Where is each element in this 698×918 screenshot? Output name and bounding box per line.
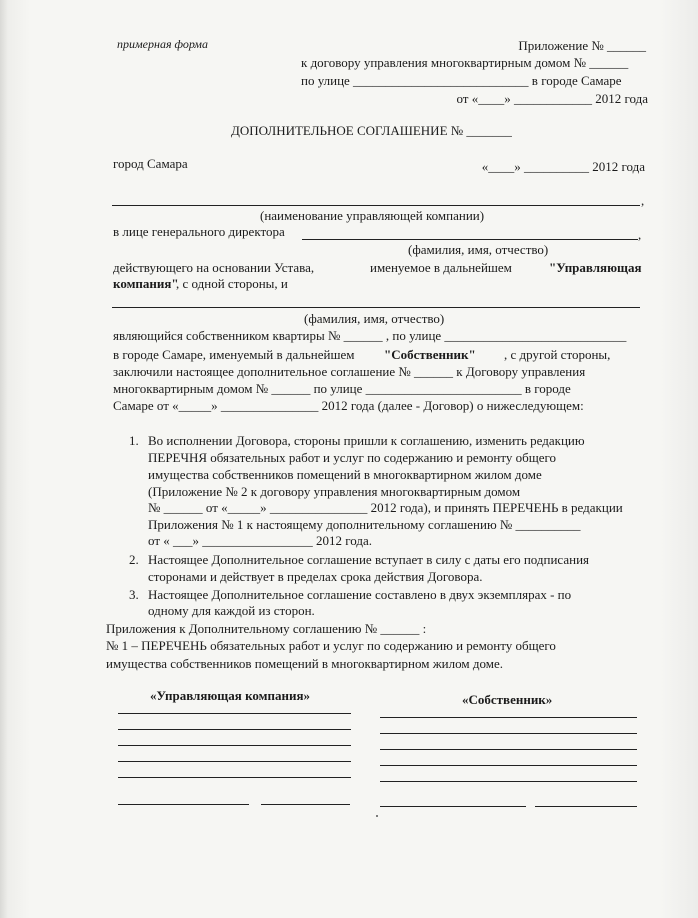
appendix-line-2: имущества собственников помещений в многоквартирном жилом доме. (106, 656, 503, 671)
director-line (302, 239, 638, 240)
director-fio-caption: (фамилия, имя, отчество) (408, 242, 549, 257)
comma: , (638, 227, 642, 242)
owner-line-2c: , с другой стороны, (504, 347, 611, 362)
contract-reference: к договору управления многоквартирным домом № ______ (301, 55, 629, 70)
director-label: в лице генерального директора (113, 224, 285, 239)
item-1-line-4: (Приложение № 2 к договору управления многоквартирным домом (148, 484, 521, 499)
item-3-line-1: Настоящее Дополнительное соглашение составлено в двух экземплярах - по (148, 587, 572, 602)
item-1-line-7: от « ___» _________________ 2012 года. (148, 533, 373, 548)
agreement-date: «____» __________ 2012 года (481, 159, 645, 174)
company-signature-short-line (261, 804, 350, 805)
company-quoted-name-cont: компания" (113, 276, 179, 291)
owner-name-line (112, 307, 640, 308)
owner-fio-caption: (фамилия, имя, отчество) (304, 311, 445, 326)
hereinafter-label: именуемое в дальнейшем (370, 260, 512, 275)
owner-signature-line (380, 717, 637, 718)
owner-line-5: Самаре от «_____» _______________ 2012 года (далее - Договор) о нижеследующем: (113, 398, 584, 413)
item-2-line-1: Настоящее Дополнительное соглашение вступает в силу с даты его подписания (148, 552, 590, 567)
owner-signature-line (380, 765, 637, 766)
item-1-line-6: Приложения № 1 к настоящему дополнительному соглашению № __________ (148, 517, 581, 532)
owner-signature-short-line (380, 806, 526, 807)
comma: , (641, 193, 645, 208)
company-signature-line (118, 729, 351, 730)
item-1-line-5: № ______ от «_____» _______________ 2012 года), и принять ПЕРЕЧЕНЬ в редакции (148, 500, 623, 515)
appendix-heading: Приложения к Дополнительному соглашению № ______ : (106, 621, 427, 636)
owner-line-1: являющийся собственником квартиры № ______ , по улице ____________________________ (113, 328, 627, 343)
item-2-line-2: сторонами и действует в пределах срока действия Договора. (148, 569, 483, 584)
item-3-line-2: одному для каждой из сторон. (148, 603, 315, 618)
company-name-line (112, 205, 640, 206)
owner-signature-line (380, 733, 637, 734)
speck (376, 815, 378, 817)
owner-signature-line (380, 749, 637, 750)
header-date: от «____» ____________ 2012 года (456, 91, 648, 106)
company-signature-heading: «Управляющая компания» (150, 688, 310, 703)
owner-signature-line (380, 781, 637, 782)
appendix-number: Приложение № ______ (518, 38, 646, 53)
owner-quoted-name: "Собственник" (384, 347, 476, 362)
owner-line-4: многоквартирным домом № ______ по улице ________________________ в городе (113, 381, 571, 396)
acting-basis: действующего на основании Устава, (113, 260, 315, 275)
company-quoted-name: "Управляющая (549, 260, 642, 275)
one-side-text: , с одной стороны, и (176, 276, 288, 291)
sample-form-note: примерная форма (117, 37, 208, 51)
item-number: 3. (129, 587, 139, 602)
item-1-line-1: Во исполнении Договора, стороны пришли к соглашению, изменить редакцию (148, 433, 585, 448)
item-number: 2. (129, 552, 139, 567)
owner-line-2a: в городе Самаре, именуемый в дальнейшем (113, 347, 355, 362)
company-signature-short-line (118, 804, 249, 805)
item-number: 1. (129, 433, 139, 448)
appendix-line-1: № 1 – ПЕРЕЧЕНЬ обязательных работ и услуг по содержанию и ремонту общего (106, 638, 556, 653)
owner-line-3: заключили настоящее дополнительное соглашение № ______ к Договору управления (113, 364, 586, 379)
item-1-line-2: ПЕРЕЧНЯ обязательных работ и услуг по содержанию и ремонту общего (148, 450, 557, 465)
document-title: ДОПОЛНИТЕЛЬНОЕ СОГЛАШЕНИЕ № _______ (231, 123, 512, 138)
item-1-line-3: имущества собственников помещений в многоквартирном жилом доме (148, 467, 542, 482)
company-signature-line (118, 761, 351, 762)
city: город Самара (113, 156, 188, 171)
company-signature-line (118, 713, 351, 714)
company-name-caption: (наименование управляющей компании) (260, 208, 485, 223)
owner-signature-heading: «Собственник» (462, 692, 553, 707)
company-signature-line (118, 745, 351, 746)
company-signature-line (118, 777, 351, 778)
owner-signature-short-line (535, 806, 637, 807)
street-reference: по улице ___________________________ в городе Самаре (301, 73, 622, 88)
